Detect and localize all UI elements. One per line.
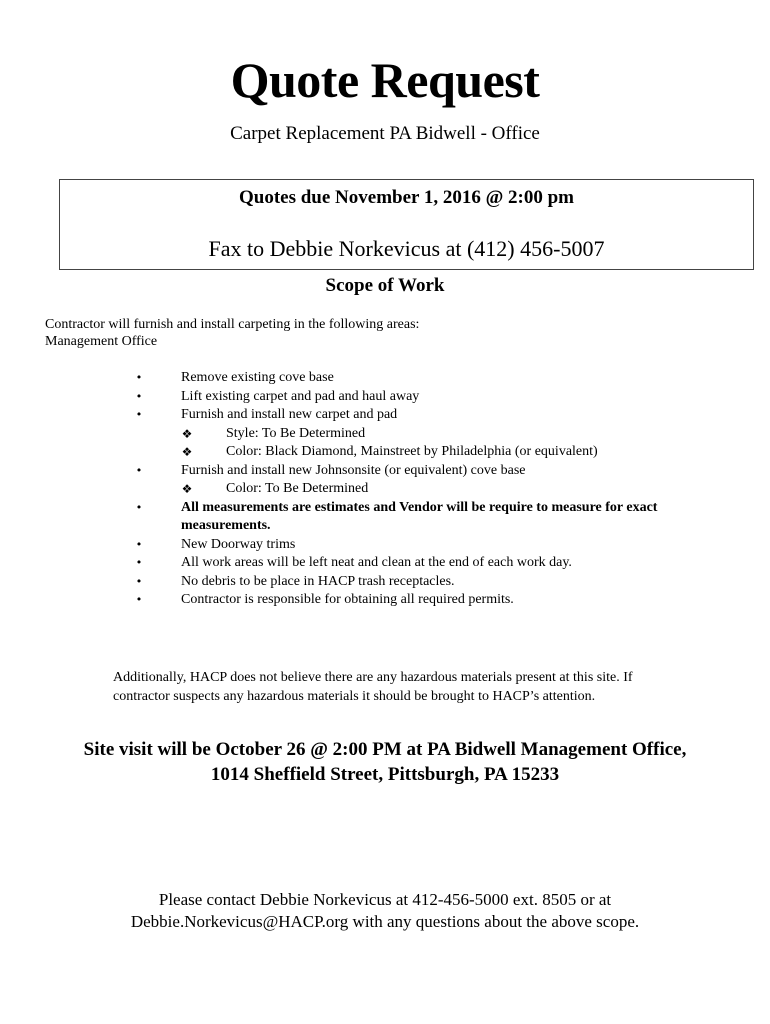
diamond-bullet-icon: ❖ <box>181 482 193 496</box>
list-item-text: measurements. <box>181 518 271 533</box>
scope-area-line: Management Office <box>45 334 158 349</box>
scope-intro-line: Contractor will furnish and install carpeting in the following areas: <box>45 317 420 332</box>
list-item-text: Furnish and install new Johnsonsite (or equivalent) cove base <box>181 462 526 478</box>
contact-info <box>0 889 770 933</box>
list-item <box>0 591 770 610</box>
bullet-icon: • <box>135 500 143 514</box>
hazard-note-line: Additionally, HACP does not believe there are any hazardous materials present at this site. If <box>113 670 633 685</box>
list-item <box>0 536 770 555</box>
list-item-text: Style: To Be Determined <box>226 425 366 441</box>
deadline-box <box>59 179 754 270</box>
list-item <box>0 573 770 592</box>
bullet-icon: • <box>135 537 143 551</box>
list-item-text: Furnish and install new carpet and pad <box>181 407 398 422</box>
site-address-line: 1014 Sheffield Street, Pittsburgh, PA 15233 <box>210 764 560 785</box>
list-item-text: Contractor is responsible for obtaining all required permits. <box>181 592 514 607</box>
bullet-icon: • <box>135 574 143 588</box>
bullet-icon: • <box>135 371 143 384</box>
quotes-due-text: Quotes due November 1, 2016 @ 2:00 pm <box>238 187 575 208</box>
list-item <box>0 499 770 518</box>
bullet-icon: • <box>135 463 143 477</box>
list-item <box>0 369 770 388</box>
scope-intro <box>45 316 419 350</box>
contact-email-line: Debbie.Norkevicus@HACP.org with any questions about the above scope. <box>130 912 640 931</box>
document-title: Quote Request <box>230 52 540 108</box>
list-item <box>0 462 770 481</box>
list-item-text: Color: To Be Determined <box>226 481 369 496</box>
sub-list-item <box>0 443 770 462</box>
list-item-text: New Doorway trims <box>181 536 296 552</box>
bullet-icon: • <box>135 556 143 569</box>
list-item-text: No debris to be place in HACP trash receptacles. <box>181 573 455 589</box>
scope-heading: Scope of Work <box>325 275 445 296</box>
bullet-icon: • <box>135 593 143 606</box>
list-item-text: All work areas will be left neat and clean at the end of each work day. <box>181 555 572 570</box>
sub-list-item <box>0 480 770 499</box>
scope-list <box>0 369 770 610</box>
list-item-continuation <box>0 517 770 536</box>
list-item-text: All measurements are estimates and Vendor will be require to measure for exact <box>181 499 658 515</box>
list-item-text: Color: Black Diamond, Mainstreet by Philadelphia (or equivalent) <box>226 444 598 459</box>
list-item <box>0 406 770 425</box>
hazard-note-line: contractor suspects any hazardous materials it should be brought to HACP’s attention. <box>113 689 596 704</box>
site-visit-line: Site visit will be October 26 @ 2:00 PM at PA Bidwell Management Office, <box>83 739 687 760</box>
fax-instruction-text: Fax to Debbie Norkevicus at (412) 456-5007 <box>208 236 605 261</box>
site-visit-notice <box>0 737 770 787</box>
list-item-text: Lift existing carpet and pad and haul away <box>181 388 420 404</box>
diamond-bullet-icon: ❖ <box>181 426 193 441</box>
list-item <box>0 554 770 573</box>
hazard-note <box>113 668 713 706</box>
bullet-icon: • <box>135 389 143 403</box>
contact-line: Please contact Debbie Norkevicus at 412-456-5000 ext. 8505 or at <box>158 890 612 909</box>
bullet-icon: • <box>135 408 143 421</box>
list-item-text: Remove existing cove base <box>181 370 334 385</box>
sub-list-item <box>0 425 770 444</box>
list-item <box>0 388 770 407</box>
diamond-bullet-icon: ❖ <box>181 445 193 459</box>
document-subtitle: Carpet Replacement PA Bidwell - Office <box>230 123 540 144</box>
